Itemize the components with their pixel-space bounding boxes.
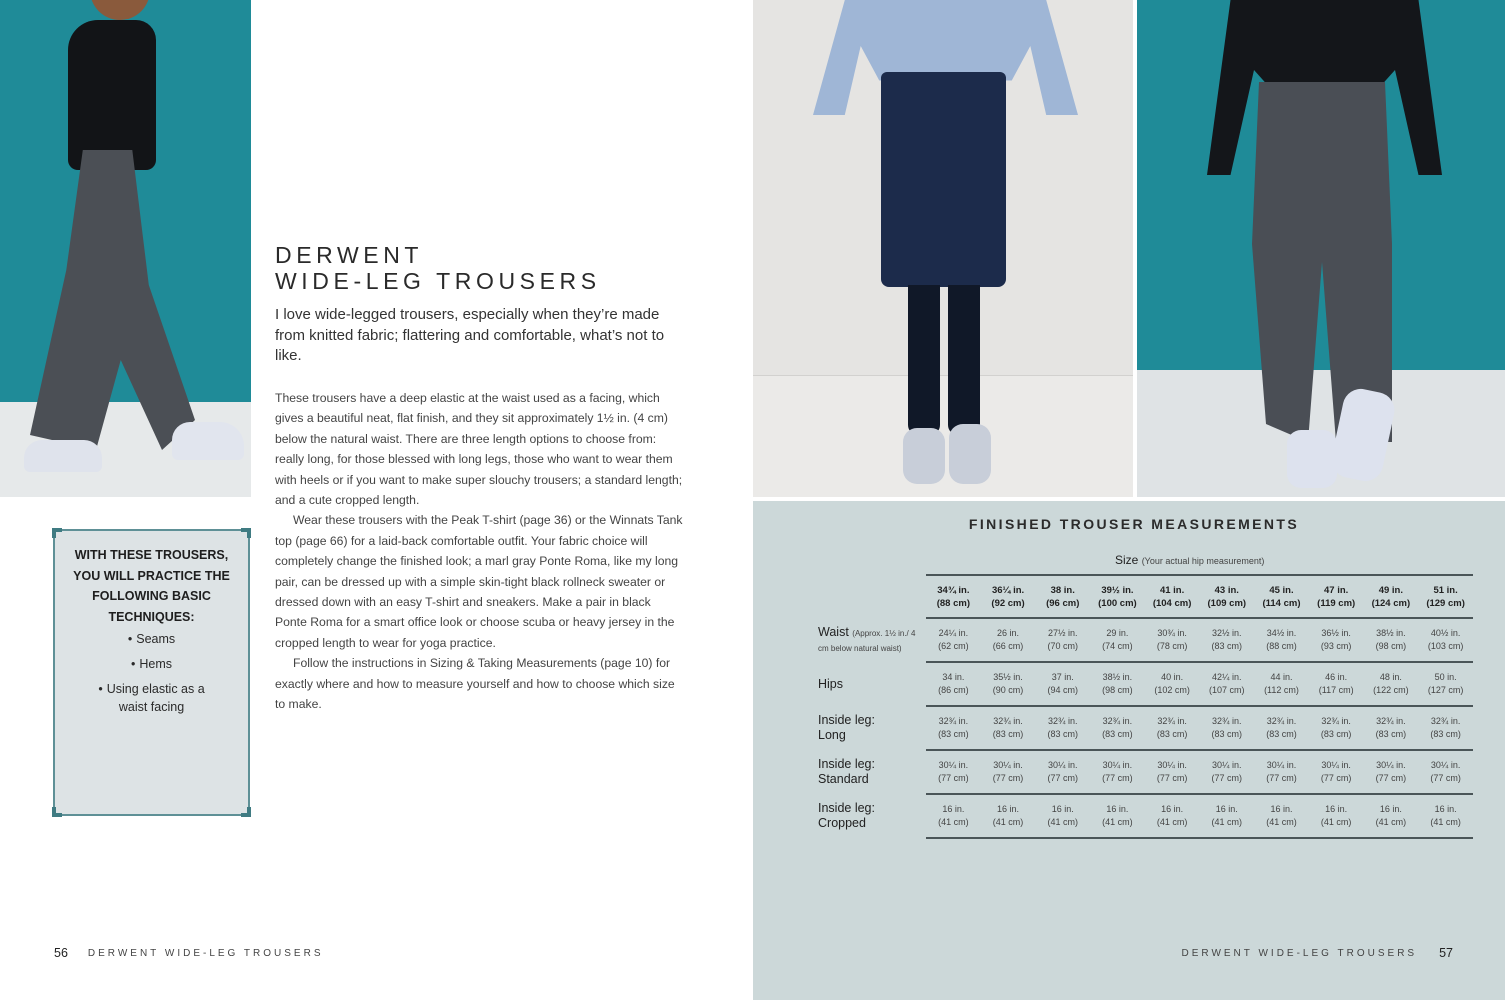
row-label: Hips bbox=[818, 676, 844, 691]
title-line-2: WIDE-LEG TROUSERS bbox=[275, 268, 601, 294]
table-cell: 37 in. (94 cm) bbox=[1035, 662, 1090, 706]
photo-tights bbox=[908, 285, 940, 435]
photo-sneaker bbox=[24, 440, 102, 472]
table-cell: 30¼ in. (77 cm) bbox=[1090, 750, 1145, 794]
size-column-header: 38 in. (96 cm) bbox=[1035, 575, 1090, 618]
row-label: Inside leg: Cropped bbox=[818, 801, 875, 830]
table-cell: 50 in. (127 cm) bbox=[1418, 662, 1473, 706]
table-cell: 16 in. (41 cm) bbox=[1199, 794, 1254, 838]
table-cell: 40½ in. (103 cm) bbox=[1418, 618, 1473, 662]
table-row bbox=[813, 706, 1473, 750]
row-label: Inside leg: Long bbox=[818, 713, 875, 742]
table-cell: 32¾ in. (83 cm) bbox=[1035, 706, 1090, 750]
table-cell: 27½ in. (70 cm) bbox=[1035, 618, 1090, 662]
table-cell: 38½ in. (98 cm) bbox=[1090, 662, 1145, 706]
table-cell: 34½ in. (88 cm) bbox=[1254, 618, 1309, 662]
table-cell: 16 in. (41 cm) bbox=[1364, 794, 1419, 838]
table-cell: 32¾ in. (83 cm) bbox=[1090, 706, 1145, 750]
table-cell: 32½ in. (83 cm) bbox=[1199, 618, 1254, 662]
photo-walking-model bbox=[0, 0, 251, 497]
table-cell: 16 in. (41 cm) bbox=[981, 794, 1036, 838]
photo-model-head bbox=[90, 0, 150, 20]
measurements-body bbox=[813, 618, 1473, 838]
size-label: Size (Your actual hip measurement) bbox=[1115, 553, 1265, 567]
table-cell: 30¼ in. (77 cm) bbox=[1035, 750, 1090, 794]
body-text bbox=[275, 388, 685, 715]
page-number: 57 bbox=[1439, 946, 1453, 960]
photo-sneaker bbox=[1287, 430, 1337, 488]
table-cell: 30¾ in. (78 cm) bbox=[1145, 618, 1200, 662]
table-cell: 36½ in. (93 cm) bbox=[1309, 618, 1364, 662]
table-cell: 48 in. (122 cm) bbox=[1364, 662, 1419, 706]
page-number: 56 bbox=[54, 946, 68, 960]
table-cell: 46 in. (117 cm) bbox=[1309, 662, 1364, 706]
technique-item: • Seams bbox=[55, 631, 248, 649]
running-title: DERWENT WIDE-LEG TROUSERS bbox=[1181, 947, 1418, 959]
table-cell: 42¼ in. (107 cm) bbox=[1199, 662, 1254, 706]
table-cell: 30¼ in. (77 cm) bbox=[1418, 750, 1473, 794]
table-cell: 16 in. (41 cm) bbox=[1418, 794, 1473, 838]
table-cell: 32¾ in. (83 cm) bbox=[981, 706, 1036, 750]
measurements-title: FINISHED TROUSER MEASUREMENTS bbox=[968, 516, 1300, 532]
table-cell: 24¼ in. (62 cm) bbox=[926, 618, 981, 662]
techniques-box bbox=[53, 529, 250, 816]
techniques-heading: WITH THESE TROUSERS, YOU WILL PRACTICE THE FOLLOWING BASIC TECHNIQUES: bbox=[73, 548, 230, 624]
table-cell: 16 in. (41 cm) bbox=[1090, 794, 1145, 838]
photo-bottom-border bbox=[753, 497, 1505, 501]
corner-bracket bbox=[241, 807, 251, 817]
table-row bbox=[813, 794, 1473, 838]
table-cell: 30¼ in. (77 cm) bbox=[1199, 750, 1254, 794]
left-page bbox=[0, 0, 752, 1000]
table-row bbox=[813, 662, 1473, 706]
measurements-table bbox=[813, 574, 1473, 839]
corner-bracket bbox=[241, 528, 251, 538]
table-cell: 30¼ in. (77 cm) bbox=[1364, 750, 1419, 794]
table-cell: 30¼ in. (77 cm) bbox=[1254, 750, 1309, 794]
right-page bbox=[753, 0, 1505, 1000]
table-cell: 16 in. (41 cm) bbox=[1035, 794, 1090, 838]
size-column-header: 47 in. (119 cm) bbox=[1309, 575, 1364, 618]
table-cell: 38½ in. (98 cm) bbox=[1364, 618, 1419, 662]
size-column-header: 34¾ in. (88 cm) bbox=[926, 575, 981, 618]
corner-bracket bbox=[52, 807, 62, 817]
photo-sneaker bbox=[949, 424, 991, 484]
size-note: (Your actual hip measurement) bbox=[1141, 556, 1265, 566]
title-line-1: DERWENT bbox=[275, 242, 424, 268]
table-cell: 16 in. (41 cm) bbox=[1254, 794, 1309, 838]
photo-black-shirt bbox=[68, 20, 156, 170]
table-cell: 26 in. (66 cm) bbox=[981, 618, 1036, 662]
photo-sneaker bbox=[172, 422, 244, 460]
running-title: DERWENT WIDE-LEG TROUSERS bbox=[87, 947, 324, 959]
corner-bracket bbox=[52, 528, 62, 538]
row-label: Inside leg: Standard bbox=[818, 757, 875, 786]
table-cell: 30¼ in. (77 cm) bbox=[926, 750, 981, 794]
size-column-header: 36¼ in. (92 cm) bbox=[981, 575, 1036, 618]
body-paragraph: These trousers have a deep elastic at the waist used as a facing, which gives a beautiful neat, flat finish, and they sit approximately 1½ in. (4 cm) below the natural waist. There are three length options to choose from: really long, for those blessed with long legs, those who want to wear them with heels or if you want to make super slouchy trousers; a standard length; and a cute cropped length. bbox=[275, 391, 683, 508]
row-label: Waist (Approx. 1½ in./ 4 cm below natural waist) bbox=[818, 625, 916, 653]
page-title bbox=[275, 242, 601, 294]
table-cell: 32¾ in. (83 cm) bbox=[1418, 706, 1473, 750]
table-cell: 30¼ in. (77 cm) bbox=[1145, 750, 1200, 794]
photo-tights bbox=[948, 285, 980, 435]
table-cell: 34 in. (86 cm) bbox=[926, 662, 981, 706]
size-header-row bbox=[813, 575, 1473, 618]
measurements-table-wrap bbox=[813, 574, 1473, 839]
table-row bbox=[813, 750, 1473, 794]
table-cell: 16 in. (41 cm) bbox=[926, 794, 981, 838]
table-cell: 44 in. (112 cm) bbox=[1254, 662, 1309, 706]
bullet-icon: • bbox=[127, 632, 133, 646]
table-cell: 32¾ in. (83 cm) bbox=[1254, 706, 1309, 750]
technique-item: • Using elastic as a waist facing bbox=[98, 682, 205, 714]
table-cell: 32¾ in. (83 cm) bbox=[1145, 706, 1200, 750]
techniques-list bbox=[55, 631, 248, 716]
bullet-icon: • bbox=[130, 657, 136, 671]
row-label-note: (Approx. 1½ in./ 4 cm below natural waist) bbox=[818, 629, 916, 653]
table-cell: 30¼ in. (77 cm) bbox=[1309, 750, 1364, 794]
size-column-header: 39½ in. (100 cm) bbox=[1090, 575, 1145, 618]
left-page-footer bbox=[54, 946, 323, 960]
table-cell: 16 in. (41 cm) bbox=[1145, 794, 1200, 838]
table-cell: 30¼ in. (77 cm) bbox=[981, 750, 1036, 794]
size-column-header: 43 in. (109 cm) bbox=[1199, 575, 1254, 618]
table-cell: 40 in. (102 cm) bbox=[1145, 662, 1200, 706]
photo-long-trousers bbox=[1137, 0, 1505, 497]
table-cell: 32¾ in. (83 cm) bbox=[1199, 706, 1254, 750]
size-column-header: 51 in. (129 cm) bbox=[1418, 575, 1473, 618]
photo-sneaker bbox=[903, 428, 945, 484]
table-row bbox=[813, 618, 1473, 662]
table-cell: 32¾ in. (83 cm) bbox=[926, 706, 981, 750]
size-column-header: 49 in. (124 cm) bbox=[1364, 575, 1419, 618]
table-cell: 32¾ in. (83 cm) bbox=[1309, 706, 1364, 750]
table-cell: 35½ in. (90 cm) bbox=[981, 662, 1036, 706]
photo-cropped-trousers bbox=[753, 0, 1133, 497]
body-paragraph: Wear these trousers with the Peak T-shirt (page 36) or the Winnats Tank top (page 66) for a laid-back comfortable outfit. Your fabric choice will completely change the finished look; a marl gray Ponte Roma, like my long pair, can be dressed up with a simple skin-tight black rollneck sweater or dressed down with an easy T-shirt and sneakers. Make a pair in black Ponte Roma for a smart office look or choose scuba or heavy jersey in the cropped length to wear for yoga practice. bbox=[275, 513, 683, 650]
intro-paragraph: I love wide-legged trousers, especially when they’re made from knitted fabric; flattering and comfortable, what’s not to like. bbox=[275, 306, 665, 364]
table-cell: 29 in. (74 cm) bbox=[1090, 618, 1145, 662]
body-paragraph: Follow the instructions in Sizing & Taking Measurements (page 10) for exactly where and how to measure yourself and how to choose which size to make. bbox=[275, 656, 675, 712]
table-cell: 32¾ in. (83 cm) bbox=[1364, 706, 1419, 750]
photo-navy-cropped-trousers bbox=[881, 72, 1006, 287]
size-column-header: 45 in. (114 cm) bbox=[1254, 575, 1309, 618]
technique-item: • Hems bbox=[55, 656, 248, 674]
right-page-footer bbox=[1182, 946, 1453, 960]
bullet-icon: • bbox=[98, 682, 103, 696]
size-column-header: 41 in. (104 cm) bbox=[1145, 575, 1200, 618]
table-cell: 16 in. (41 cm) bbox=[1309, 794, 1364, 838]
